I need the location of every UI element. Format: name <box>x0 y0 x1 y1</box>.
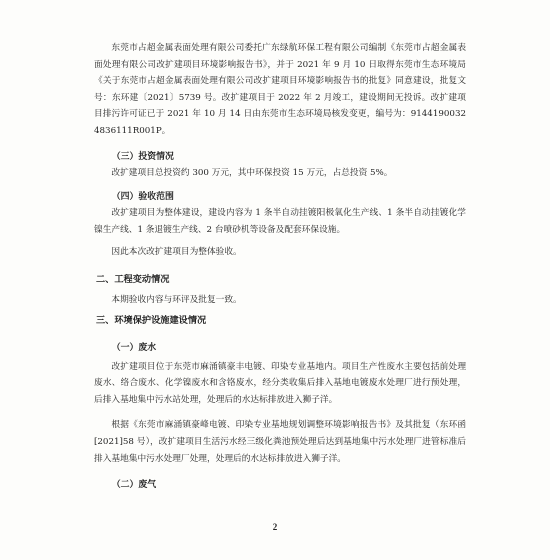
wastewater-paragraph: 改扩建项目位于东莞市麻涌镇豪丰电镀、印染专业基地内。项目生产性废水主要包括前处理废水、络合废水、化学镍废水和含铬废水，经分类收集后排入基地电镀废水处理厂进行预处理，后排入基地集中污水站处理，处理后的水达标排放进入狮子洋。 <box>94 361 466 405</box>
wastewater-domestic-paragraph: 根据《东莞市麻涌镇豪峰电镀、印染专业基地规划调整环境影响报告书》及其批复（东环函[2021]58 号），改扩建项目生活污水经三级化粪池预处理后达到基地集中污水处理厂进管标准后排入基地集中污水处理厂处理，处理后的水达标排放进入狮子洋。 <box>94 420 466 464</box>
page-number: 2 <box>272 522 278 532</box>
scope-paragraph: 改扩建项目为整体建设，建设内容为 1 条半自动挂镀阳极氧化生产线、1 条半自动挂镀化学镍生产线、1 条退镀生产线、2 台喷砂机等设备及配套环保设施。 <box>94 208 466 235</box>
section-2-paragraph: 本期验收内容与环评及批复一致。 <box>111 294 242 305</box>
scope-conclusion: 因此本次改扩建项目为整体验收。 <box>111 247 242 258</box>
wastewater-heading: （一）废水 <box>111 342 157 353</box>
scope-heading: （四）验收范围 <box>111 192 174 203</box>
document-body <box>94 40 466 493</box>
exhaust-heading: （二）废气 <box>111 480 157 491</box>
section-2-heading: 二、工程变动情况 <box>96 273 170 285</box>
intro-paragraph: 东莞市占超金属表面处理有限公司委托广东绿航环保工程有限公司编制《东莞市占超金属表面处理有限公司改扩建项目环境影响报告书》，并于 2021 年 9 月 10 日取得东莞市生态环境局《关于东莞市占超金属表面处理有限公司改扩建项目环境影响报告书的批复》同意建设，批复文号：东环建〔2021〕5739 号。改扩建项目于 2022 年 2 月竣工，建设期间无投诉。改扩建项目排污许可证已于 2021 年 10 月 14 日由东莞市生态环境局核发变更，编号为：91441900324836111R001P。 <box>94 43 466 136</box>
section-3-heading: 三、环境保护设施建设情况 <box>96 314 207 326</box>
investment-paragraph: 改扩建项目总投资约 300 万元，其中环保投资 15 万元，占总投资 5%。 <box>111 167 393 178</box>
investment-heading: （三）投资情况 <box>111 151 174 162</box>
